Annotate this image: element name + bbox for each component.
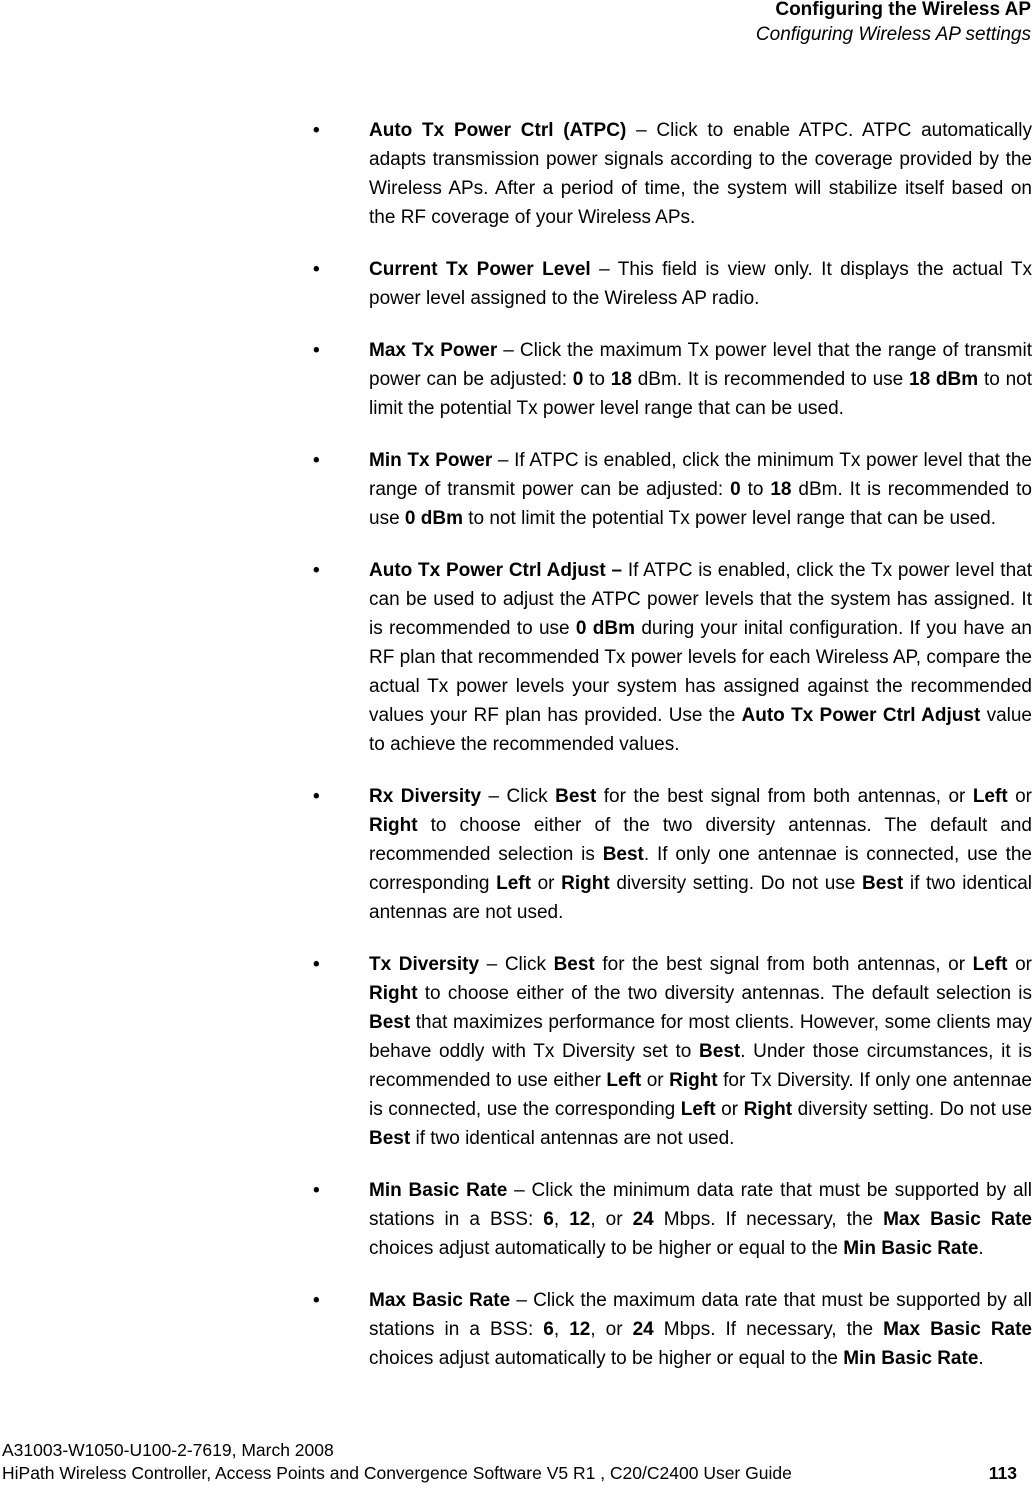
list-item: [312, 1286, 1032, 1373]
text-run: choices adjust automatically to be higher or equal to the: [369, 1348, 844, 1369]
text-run: Mbps. If necessary, the: [653, 1319, 884, 1340]
list-item-text: [369, 446, 1032, 533]
bullet-marker: •: [313, 786, 320, 807]
page-header: [756, 0, 1031, 48]
list-item: [312, 446, 1032, 533]
bold-term: 24: [632, 1209, 654, 1230]
chapter-title: Configuring the Wireless AP: [775, 0, 1031, 20]
bullet-list: [312, 116, 1032, 1396]
text-run: diversity setting. Do not use: [609, 873, 863, 894]
bold-term: 12: [569, 1209, 591, 1230]
text-run: or: [1007, 786, 1033, 807]
text-run: to: [740, 479, 771, 500]
list-item-text: [369, 116, 1032, 232]
list-item-text: [369, 950, 1032, 1153]
bold-term: Min Basic Rate: [843, 1238, 979, 1259]
text-run: to choose either of the two diversity antennas. The default and recommended selection is: [369, 815, 1032, 865]
bold-term: Left: [972, 954, 1008, 975]
list-item: [312, 556, 1032, 759]
text-run: . If only one antennae is connected, use the corresponding: [369, 844, 1032, 894]
guide-title: HiPath Wireless Controller, Access Points and Convergence Software V5 R1 , C20/C2400 User Guide: [2, 1463, 792, 1483]
text-run: Mbps. If necessary, the: [653, 1209, 884, 1230]
list-item-text: [369, 1176, 1032, 1263]
list-item-text: [369, 556, 1032, 759]
bold-term: Right: [743, 1099, 793, 1120]
text-run: to choose either of the two diversity antennas. The default selection is: [417, 983, 1032, 1004]
list-item-text: [369, 1286, 1032, 1373]
list-item: [312, 336, 1032, 423]
list-item-text: [369, 782, 1032, 927]
page-number: 113: [988, 1463, 1017, 1483]
bullet-marker: •: [313, 1180, 320, 1201]
bold-term: Min Basic Rate: [369, 1180, 508, 1201]
text-run: choices adjust automatically to be higher or equal to the: [369, 1238, 844, 1259]
bullet-marker: •: [313, 954, 320, 975]
document-id: A31003-W1050-U100-2-7619, March 2008: [2, 1440, 334, 1460]
text-run: to not limit the potential Tx power level range that can be used.: [369, 369, 1032, 419]
bold-term: Right: [669, 1070, 718, 1091]
text-run: If ATPC is enabled, click the Tx power level that can be used to adjust the ATPC power levels that the system has assigned. It is recommended to use: [369, 560, 1032, 639]
bold-term: Max Basic Rate: [883, 1209, 1032, 1230]
text-run: – Click to enable ATPC. ATPC automatically adapts transmission power signals according to the coverage provided by the Wireless APs. After a period of time, the system will stabilize itself based on the RF coverage of your Wireless APs.: [369, 120, 1032, 228]
bold-term: Auto Tx Power Ctrl Adjust: [741, 705, 981, 726]
bold-term: Left: [680, 1099, 716, 1120]
bullet-marker: •: [313, 450, 320, 471]
bold-term: Right: [369, 815, 418, 836]
list-item: [312, 255, 1032, 313]
bold-term: 6: [543, 1209, 554, 1230]
text-run: if two identical antennas are not used.: [369, 873, 1033, 923]
bold-term: Left: [496, 873, 531, 894]
text-run: . Under those circumstances, it is recommended to use either: [369, 1041, 1032, 1091]
bold-term: Best: [553, 954, 595, 975]
text-run: – Click the minimum data rate that must be supported by all stations in a BSS:: [369, 1180, 1032, 1230]
bullet-marker: •: [313, 560, 320, 581]
text-run: – This field is view only. It displays the actual Tx power level assigned to the Wireless AP radio.: [369, 259, 1032, 309]
text-run: , or: [590, 1319, 633, 1340]
bold-term: 0: [730, 479, 741, 500]
bold-term: Current Tx Power Level: [369, 259, 591, 280]
bold-term: 24: [632, 1319, 654, 1340]
bold-term: 0 dBm: [404, 508, 463, 529]
text-run: ,: [553, 1319, 570, 1340]
text-run: if two identical antennas are not used.: [410, 1128, 735, 1149]
text-run: – Click: [481, 786, 556, 807]
text-run: or: [1007, 954, 1032, 975]
text-run: , or: [590, 1209, 633, 1230]
bullet-marker: •: [313, 259, 320, 280]
text-run: ,: [553, 1209, 570, 1230]
list-item: [312, 950, 1032, 1153]
bullet-marker: •: [313, 340, 320, 361]
text-run: – Click the maximum data rate that must be supported by all stations in a BSS:: [369, 1290, 1032, 1340]
text-run: .: [978, 1348, 984, 1369]
bold-term: Best: [369, 1012, 411, 1033]
bold-term: Best: [369, 1128, 411, 1149]
list-item-text: [369, 336, 1032, 423]
bold-term: Auto Tx Power Ctrl (ATPC): [369, 120, 627, 141]
list-item-text: [369, 255, 1032, 313]
page-footer: [2, 1439, 1031, 1485]
bold-term: 6: [543, 1319, 554, 1340]
text-run: for the best signal from both antennas, or: [594, 954, 973, 975]
list-item: [312, 116, 1032, 232]
list-item: [312, 1176, 1032, 1263]
bold-term: Right: [561, 873, 610, 894]
bold-term: 18 dBm: [909, 369, 979, 390]
bold-term: Auto Tx Power Ctrl Adjust –: [369, 560, 623, 581]
text-run: or: [715, 1099, 744, 1120]
text-run: for Tx Diversity. If only one antennae is connected, use the corresponding: [369, 1070, 1032, 1120]
bold-term: Best: [862, 873, 904, 894]
text-run: dBm. It is recommended to use: [631, 369, 909, 390]
bold-term: Max Tx Power: [369, 340, 498, 361]
bullet-marker: •: [313, 1290, 320, 1311]
text-run: for the best signal from both antennas, or: [596, 786, 973, 807]
text-run: .: [978, 1238, 984, 1259]
bold-term: Left: [606, 1070, 642, 1091]
bold-term: Right: [369, 983, 418, 1004]
text-run: or: [530, 873, 562, 894]
bold-term: Min Basic Rate: [843, 1348, 979, 1369]
bold-term: Tx Diversity: [369, 954, 480, 975]
text-run: diversity setting. Do not use: [792, 1099, 1033, 1120]
bold-term: Max Basic Rate: [883, 1319, 1032, 1340]
bold-term: Rx Diversity: [369, 786, 482, 807]
bold-term: Left: [972, 786, 1008, 807]
text-run: during your inital configuration. If you have an RF plan that recommended Tx power levels for each Wireless AP, compare the actual Tx power levels your system has assigned against the recommended values your RF plan has provided. Use the: [369, 618, 1033, 726]
text-run: that maximizes performance for most clients. However, some clients may behave oddly with Tx Diversity set to: [369, 1012, 1032, 1062]
bold-term: 18: [610, 369, 632, 390]
bold-term: Max Basic Rate: [369, 1290, 511, 1311]
text-run: dBm. It is recommended to use: [369, 479, 1032, 529]
bold-term: 18: [770, 479, 792, 500]
bold-term: Min Tx Power: [369, 450, 493, 471]
text-run: or: [641, 1070, 670, 1091]
bold-term: Best: [555, 786, 597, 807]
text-run: – Click the maximum Tx power level that the range of transmit power can be adjusted:: [369, 340, 1032, 390]
footer-row: [2, 1462, 1031, 1485]
bold-term: 0: [572, 369, 584, 390]
bullet-marker: •: [313, 120, 320, 141]
list-item: [312, 782, 1032, 927]
text-run: value to achieve the recommended values.: [369, 705, 1033, 755]
section-title: Configuring Wireless AP settings: [755, 24, 1031, 45]
text-run: to: [583, 369, 611, 390]
bold-term: 12: [569, 1319, 591, 1340]
bold-term: Best: [602, 844, 644, 865]
text-run: – If ATPC is enabled, click the minimum Tx power level that the range of transmit power can be adjusted:: [369, 450, 1032, 500]
bold-term: Best: [699, 1041, 741, 1062]
bold-term: 0 dBm: [575, 618, 636, 639]
text-run: to not limit the potential Tx power level range that can be used.: [463, 508, 997, 529]
text-run: – Click: [479, 954, 554, 975]
